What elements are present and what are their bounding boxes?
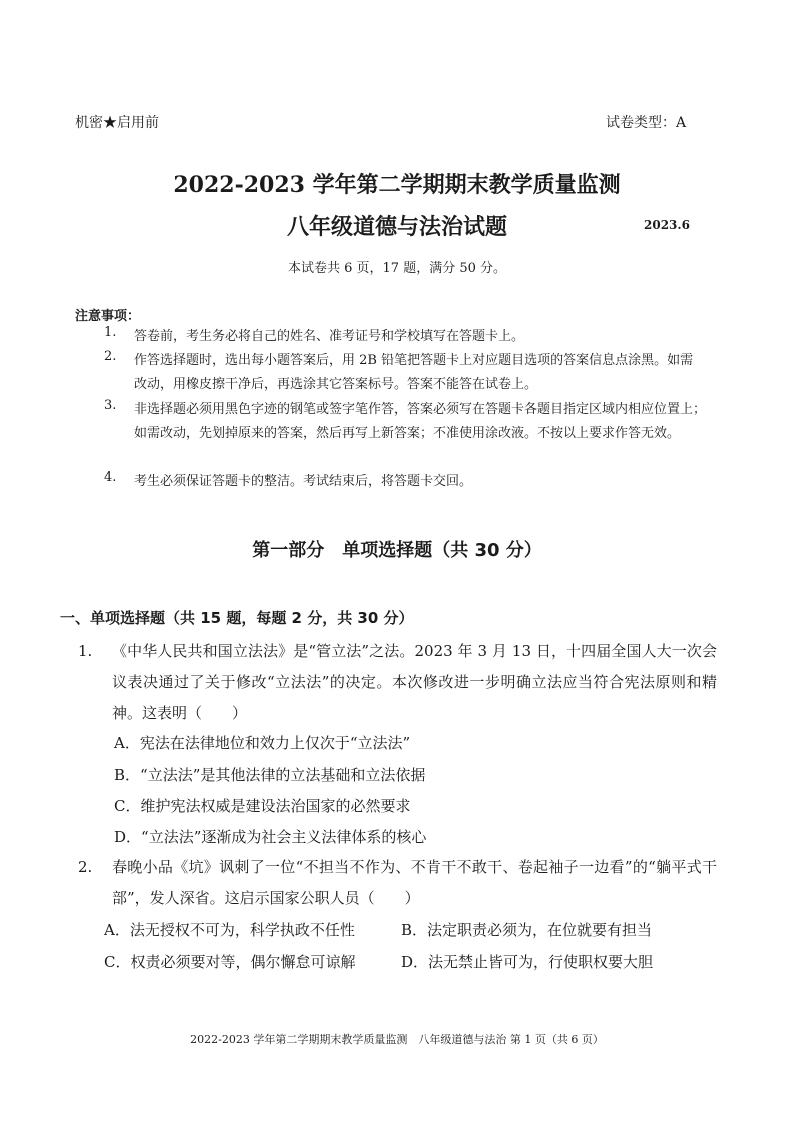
notice-text: 非选择题必须用黑色字迹的钢笔或签字笔作答，答案必须写在答题卡各题目指定区域内相应位置上；如需改动，先划掉原来的答案，然后再写上新答案；不准使用涂改液。不按以上要求作答无效。	[134, 402, 707, 441]
paper-type-label: 试卷类型：A	[606, 115, 687, 131]
question-2-option-a: A．法无授权不可为，科学执政不任性	[104, 921, 355, 939]
section-title: 一、单项选择题（共 15 题，每题 2 分，共 30 分）	[60, 609, 414, 627]
exam-date: 2023.6	[644, 218, 690, 232]
notice-number: 4.	[104, 470, 117, 485]
notice-number: 2.	[104, 349, 117, 364]
exam-info: 本试卷共 6 页，17 题，满分 50 分。	[287, 261, 507, 276]
exam-subject-title: 八年级道德与法治试题	[286, 214, 507, 240]
question-1-option-c: C．维护宪法权威是建设法治国家的必然要求	[114, 797, 411, 815]
question-2-option-c: C．权责必须要对等，偶尔懈怠可谅解	[104, 953, 356, 971]
question-1-option-d: D．“立法法”逐渐成为社会主义法律体系的核心	[114, 828, 427, 846]
part-title: 第一部分 单项选择题（共 30 分）	[252, 540, 542, 561]
question-number: 2.	[78, 858, 93, 876]
notice-number: 3.	[104, 398, 117, 413]
question-number: 1.	[78, 642, 93, 660]
notice-text: 作答选择题时，选出每小题答案后，用 2B 铅笔把答题卡上对应题目选项的答案信息点涂黑。如需改动，用橡皮擦干净后，再选涂其它答案标号。答案不能答在试卷上。	[134, 353, 694, 392]
question-2-option-b: B．法定职责必须为，在位就要有担当	[401, 921, 653, 939]
notice-heading: 注意事项：	[75, 309, 141, 324]
confidential-label: 机密★启用前	[75, 115, 159, 131]
question-stem: 春晚小品《坑》讽刺了一位“不担当不作为、不肯干不敢干、卷起袖子一边看”的“躺平式干部”，发人深省。这启示国家公职人员（ ）	[112, 858, 717, 907]
notice-number: 1.	[104, 325, 117, 340]
question-1	[0, 636, 794, 736]
exam-title: 2022-2023 学年第二学期期末教学质量监测	[173, 172, 621, 198]
question-1-option-b: B．“立法法”是其他法律的立法基础和立法依据	[114, 766, 426, 784]
notice-text: 考生必须保证答题卡的整洁。考试结束后，将答题卡交回。	[134, 474, 473, 489]
page-footer: 2022-2023 学年第二学期期末教学质量监测 八年级道德与法治 第 1 页（共 6 页）	[190, 1033, 604, 1046]
question-2-option-d: D．法无禁止皆可为，行使职权要大胆	[401, 953, 654, 971]
question-2	[0, 852, 794, 922]
question-1-option-a: A．宪法在法律地位和效力上仅次于“立法法”	[114, 734, 411, 752]
question-stem: 《中华人民共和国立法法》是“管立法”之法。2023 年 3 月 13 日，十四届全国人大一次会议表决通过了关于修改“立法法”的决定。本次修改进一步明确立法应当符合宪法原则和精神。这表明（ ）	[112, 642, 717, 722]
notice-text: 答卷前，考生务必将自己的姓名、准考证号和学校填写在答题卡上。	[134, 329, 525, 344]
